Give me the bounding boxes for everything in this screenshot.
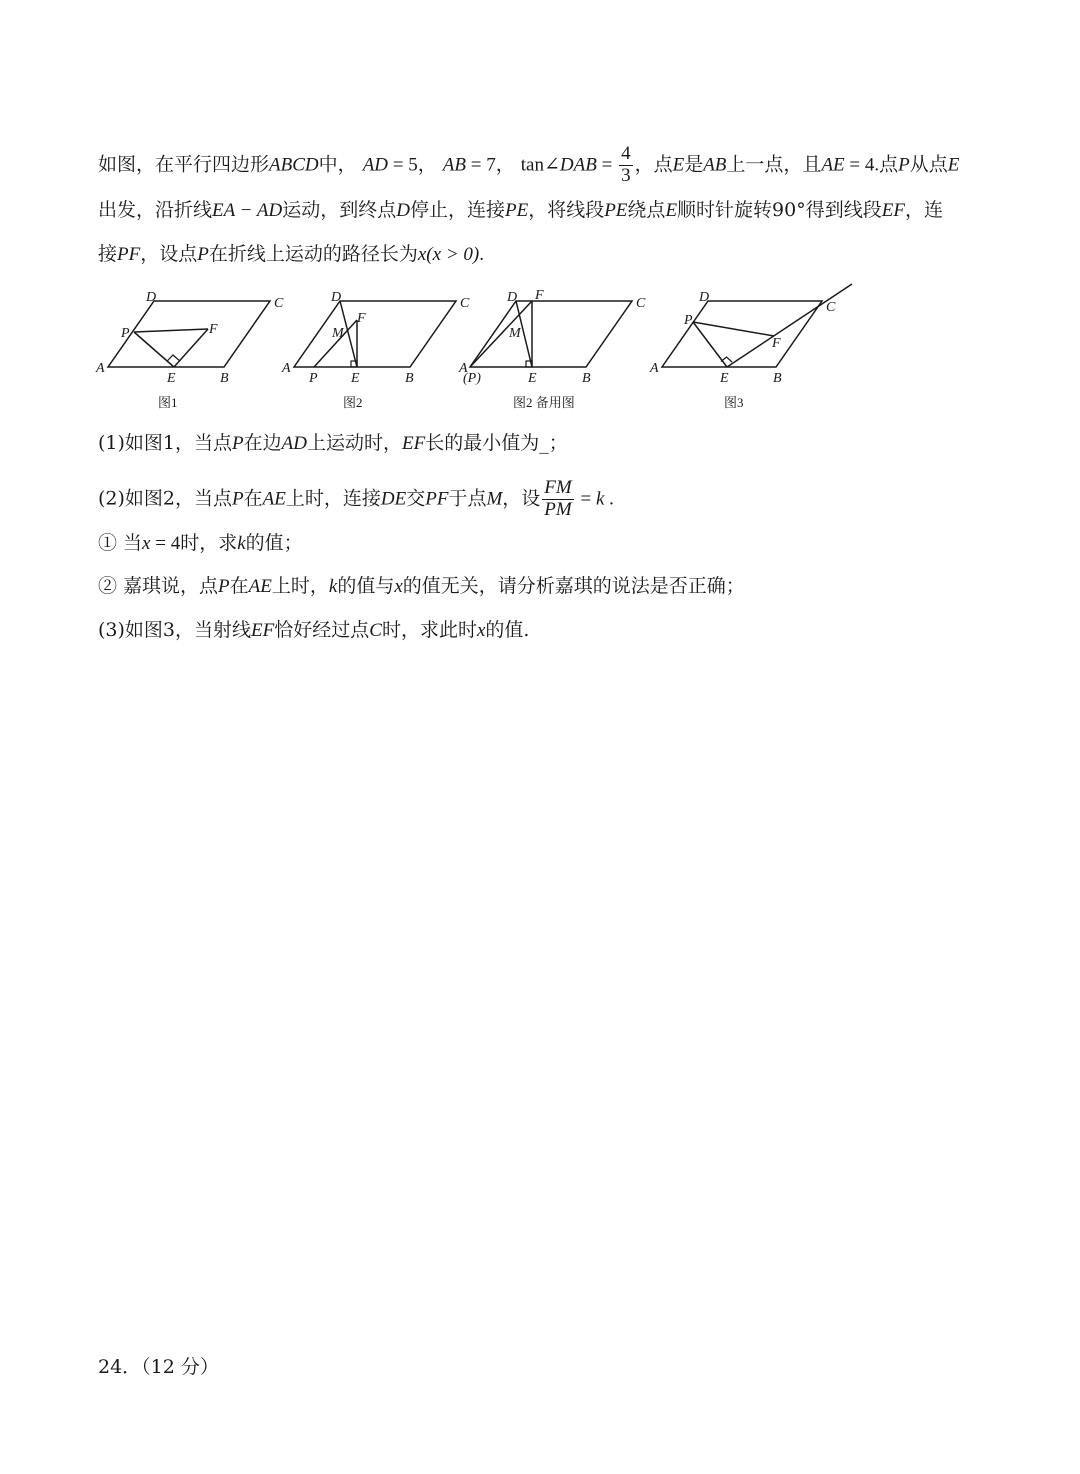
text: ，点 xyxy=(634,153,673,176)
text: 中， xyxy=(318,153,357,176)
label-a: A xyxy=(459,361,468,376)
fraction-fm-pm xyxy=(542,478,573,521)
label-p: P xyxy=(309,371,318,386)
text: 交 xyxy=(406,487,426,510)
label-b: B xyxy=(582,371,591,386)
label-a: A xyxy=(650,361,659,376)
label-b: B xyxy=(773,371,782,386)
text: 上运动时， xyxy=(306,432,402,454)
figure-1 xyxy=(95,290,284,410)
text: = 4.点 xyxy=(844,154,899,176)
label-c: C xyxy=(274,296,284,311)
label-f: F xyxy=(357,311,366,326)
math-var: x xyxy=(394,576,403,597)
text: ，将线段 xyxy=(528,199,605,221)
text: ① 当 xyxy=(98,532,143,554)
text: 出发，沿折线 xyxy=(98,199,213,221)
text: = 5， xyxy=(388,154,437,176)
label-f: F xyxy=(209,322,218,337)
segment-pf xyxy=(134,329,208,332)
label-c: C xyxy=(826,300,836,315)
text: 时，求此时 xyxy=(381,619,477,641)
next-question-header xyxy=(98,1353,219,1381)
ray-ef xyxy=(727,284,852,367)
label-a: A xyxy=(96,361,105,376)
parallelogram xyxy=(470,301,632,367)
label-d: D xyxy=(507,290,518,305)
label-p: (P) xyxy=(463,371,481,386)
math-var: M xyxy=(486,488,503,510)
text: . xyxy=(479,244,484,265)
fraction-numerator: FM xyxy=(544,477,572,498)
label-d: D xyxy=(331,290,342,305)
math-var: AD xyxy=(362,154,389,176)
label-p: P xyxy=(121,326,130,341)
math-var: k xyxy=(237,533,246,554)
math-var: PE xyxy=(504,200,529,221)
text: 从点 xyxy=(909,153,948,176)
text: = 4时，求 xyxy=(150,533,238,554)
question-2-part-1 xyxy=(98,529,303,558)
text: 在 xyxy=(229,575,249,597)
text: ，连 xyxy=(904,199,943,221)
label-b: B xyxy=(405,371,414,386)
question-number: 24．（12 分） xyxy=(98,1356,219,1378)
right-angle-mark xyxy=(167,355,180,361)
math-var: C xyxy=(369,620,382,641)
math-var: E xyxy=(672,154,685,176)
fraction-4-3 xyxy=(619,144,633,187)
math-var: P xyxy=(197,244,209,265)
label-a: A xyxy=(282,361,291,376)
figure-2 xyxy=(281,290,470,410)
text: 上时，连接 xyxy=(285,487,381,510)
text: 在 xyxy=(243,487,263,510)
text: = xyxy=(596,154,618,176)
math-var: EF xyxy=(251,620,275,641)
label-d: D xyxy=(146,290,157,305)
problem-line-1 xyxy=(98,144,959,187)
label-c: C xyxy=(460,296,470,311)
text: ，设点 xyxy=(140,243,198,265)
text: 恰好经过点 xyxy=(274,619,370,641)
math-var: k xyxy=(595,488,605,510)
label-m: M xyxy=(332,326,344,341)
fraction-numerator: 4 xyxy=(621,143,631,164)
label-d: D xyxy=(699,290,710,305)
segment-ef xyxy=(174,329,208,367)
text: ，设 xyxy=(502,487,541,510)
label-e: E xyxy=(720,371,729,386)
text: 于点 xyxy=(448,487,487,510)
math-var: EA − AD xyxy=(212,200,283,221)
text: 上一点，且 xyxy=(726,153,822,176)
text: 上时， xyxy=(271,575,329,597)
text: 如图，在平行四边形 xyxy=(98,153,270,176)
math-var: AD xyxy=(281,433,307,454)
text: (3)如图3，当射线 xyxy=(98,619,252,641)
text: 运动，到终点 xyxy=(282,199,397,221)
math-var: x xyxy=(142,533,151,554)
math-expression: x(x > 0) xyxy=(417,244,480,265)
math-var: AE xyxy=(262,488,286,510)
text: 停止，连接 xyxy=(409,199,505,221)
fraction-denominator: 3 xyxy=(621,164,631,186)
text: 在折线上运动的路径长为 xyxy=(208,243,418,265)
text: tan∠ xyxy=(520,154,560,176)
fraction-denominator: PM xyxy=(544,498,572,520)
label-e: E xyxy=(528,371,537,386)
problem-line-3 xyxy=(98,240,484,269)
text: ② 嘉琪说，点 xyxy=(98,575,219,597)
text: 长的最小值为_； xyxy=(425,432,568,454)
caption-figure-2-backup: 图2 备用图 xyxy=(513,395,575,410)
math-var: PF xyxy=(117,244,141,265)
text: 绕点 xyxy=(627,199,666,221)
text: 的值； xyxy=(245,532,303,554)
math-var: AE xyxy=(821,154,845,176)
label-e: E xyxy=(167,371,176,386)
math-var: AE xyxy=(248,576,272,597)
segment-pf xyxy=(470,301,532,367)
math-var: P xyxy=(232,488,244,510)
caption-figure-2: 图2 xyxy=(343,395,363,410)
label-f: F xyxy=(772,336,781,351)
math-var: D xyxy=(396,200,410,221)
math-var: ABCD xyxy=(269,154,319,176)
math-var: DE xyxy=(380,488,407,510)
label-b: B xyxy=(220,371,229,386)
label-c: C xyxy=(636,296,646,311)
text: 的值无关，请分析嘉琪的说法是否正确； xyxy=(402,575,745,597)
label-f: F xyxy=(535,288,544,303)
math-var: PF xyxy=(425,488,449,510)
label-e: E xyxy=(351,371,360,386)
question-2-part-2 xyxy=(98,572,745,601)
text: (1)如图1，当点 xyxy=(98,432,233,454)
text: = xyxy=(575,488,596,510)
math-var: P xyxy=(232,433,244,454)
text: 顺时针旋转90°得到线段 xyxy=(677,199,882,221)
caption-figure-3: 图3 xyxy=(724,395,744,410)
question-3 xyxy=(98,616,529,645)
text: . xyxy=(604,488,614,510)
problem-line-2 xyxy=(98,196,943,225)
text: 是 xyxy=(684,153,704,176)
math-var: E xyxy=(665,200,678,221)
text: 的值与 xyxy=(337,575,395,597)
figure-3 xyxy=(649,284,852,410)
caption-figure-1: 图1 xyxy=(158,395,178,410)
math-var: P xyxy=(218,576,230,597)
text: 的值. xyxy=(485,619,530,641)
text: 接 xyxy=(98,243,118,265)
figure-row xyxy=(0,275,1080,415)
math-var: P xyxy=(898,154,910,176)
geometry-figures xyxy=(0,275,1080,415)
segment-pe xyxy=(134,332,174,367)
label-p: P xyxy=(684,313,693,328)
question-2 xyxy=(98,478,614,521)
segment-pf xyxy=(693,322,774,336)
figure-2-backup xyxy=(458,288,646,410)
question-1 xyxy=(98,429,568,458)
parallelogram xyxy=(294,301,456,367)
math-var: AB xyxy=(442,154,466,176)
text: = 7， xyxy=(466,154,515,176)
text: 在边 xyxy=(243,432,282,454)
math-var: AB xyxy=(703,154,727,176)
math-var: EF xyxy=(401,433,426,454)
math-var: x xyxy=(476,620,486,641)
math-var: k xyxy=(328,576,338,597)
math-var: DAB xyxy=(559,154,597,176)
math-var: E xyxy=(947,154,960,176)
math-var: PE xyxy=(604,200,628,221)
label-m: M xyxy=(509,326,521,341)
parallelogram xyxy=(108,301,270,367)
text: (2)如图2，当点 xyxy=(98,487,233,510)
math-var: EF xyxy=(881,200,905,221)
